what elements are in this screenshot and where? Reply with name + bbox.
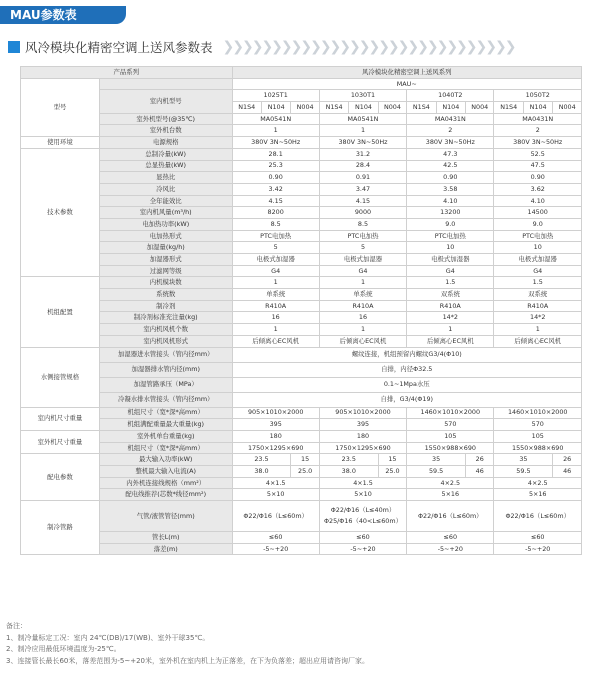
row-label: 气管/液管管径(mm) (99, 501, 232, 532)
table-row (21, 207, 582, 219)
table-row (21, 407, 582, 419)
table-cell: 后倾离心EC风机 (407, 335, 494, 347)
table-cell: 1550×988×690 (407, 442, 494, 454)
table-row (21, 265, 582, 277)
table-row (21, 148, 582, 160)
table-cell: 38.0 (319, 465, 378, 477)
table-cell: ≤60 (407, 532, 494, 544)
pipe-spec-line: Φ25/Φ16（40<L≤60m） (323, 517, 402, 525)
table-row (21, 289, 582, 301)
table-row (21, 335, 582, 347)
table-cell: 25.0 (291, 465, 319, 477)
table-row (21, 324, 582, 336)
table-cell: 8.5 (232, 218, 319, 230)
table-cell: 52.5 (494, 148, 582, 160)
table-cell: 自排，内径Φ32.5 (232, 362, 581, 377)
table-cell: 1 (407, 324, 494, 336)
table-row (21, 90, 582, 102)
table-row (21, 377, 582, 392)
table-cell: 42.5 (407, 160, 494, 172)
table-cell: 1.5 (407, 277, 494, 289)
table-cell: N1S4 (319, 102, 348, 114)
table-cell: 10 (494, 242, 582, 254)
table-row (21, 312, 582, 324)
parameter-table (20, 66, 582, 555)
category-label: 机组配置 (21, 277, 100, 347)
row-label: 室外机型号(@35℃) (99, 113, 232, 125)
row-label: 冷风比 (99, 183, 232, 195)
table-cell: 双系统 (494, 289, 582, 301)
table-cell: 1 (494, 324, 582, 336)
table-cell: MAU~ (232, 78, 581, 90)
table-row (21, 195, 582, 207)
table-cell: Φ22/Φ16（L≤60m） (494, 501, 582, 532)
table-cell: 5×16 (407, 489, 494, 501)
table-cell: 1.5 (494, 277, 582, 289)
table-cell: 1 (232, 324, 319, 336)
table-row (21, 230, 582, 242)
table-cell: 5 (232, 242, 319, 254)
row-label: 内机模块数 (99, 277, 232, 289)
row-label: 室外机单台重量(kg) (99, 430, 232, 442)
table-cell: R410A (232, 300, 319, 312)
table-cell: 59.5 (407, 465, 466, 477)
table-cell: 5×10 (319, 489, 406, 501)
table-cell: -5~+20 (494, 543, 582, 555)
table-row (21, 160, 582, 172)
table-cell: 46 (466, 465, 494, 477)
category-label: 技术参数 (21, 148, 100, 277)
row-label: 机组尺寸（宽*深*高mm） (99, 407, 232, 419)
table-cell: 1 (232, 277, 319, 289)
table-cell: 8.5 (319, 218, 406, 230)
pipe-spec-line: Φ22/Φ16（L≤40m） (330, 506, 396, 515)
table-row (21, 78, 582, 90)
table-cell: ≤60 (319, 532, 406, 544)
row-label: 制冷剂 (99, 300, 232, 312)
table-cell: -5~+20 (232, 543, 319, 555)
table-cell: 46 (553, 465, 582, 477)
note-line: 2、制冷应用最低环境温度为-25℃。 (6, 645, 121, 653)
table-cell: 35 (494, 454, 553, 466)
table-row (21, 454, 582, 466)
table-cell: 1025T1 (232, 90, 319, 102)
table-cell: 5×16 (494, 489, 582, 501)
table-cell: 180 (319, 430, 406, 442)
table-cell: 电极式加湿器 (232, 254, 319, 266)
table-cell: 单系统 (319, 289, 406, 301)
row-label: 总显热量(kW) (99, 160, 232, 172)
row-label: 室内机风机形式 (99, 335, 232, 347)
table-cell: 59.5 (494, 465, 553, 477)
table-cell: 14500 (494, 207, 582, 219)
table-cell: 15 (378, 454, 406, 466)
table-cell: 1750×1295×690 (232, 442, 319, 454)
table-cell: 16 (232, 312, 319, 324)
table-cell: N104 (261, 102, 290, 114)
table-cell: G4 (407, 265, 494, 277)
table-cell: 905×1010×2000 (232, 407, 319, 419)
table-cell: 0.90 (494, 172, 582, 184)
table-cell: 1460×1010×2000 (407, 407, 494, 419)
table-row (21, 125, 582, 137)
table-cell: 180 (232, 430, 319, 442)
table-cell: 5×10 (232, 489, 319, 501)
table-cell: 570 (407, 419, 494, 431)
table-cell: 4×1.5 (232, 477, 319, 489)
category-label: 室外机尺寸重量 (21, 430, 100, 453)
table-cell: 3.58 (407, 183, 494, 195)
table-row (21, 489, 582, 501)
table-cell: 自排，G3/4(Φ19) (232, 392, 581, 407)
table-cell: 3.42 (232, 183, 319, 195)
table-cell: ≤60 (232, 532, 319, 544)
table-cell: 570 (494, 419, 582, 431)
table-cell: 395 (319, 419, 406, 431)
table-cell: MA0431N (494, 113, 582, 125)
table-cell: 8200 (232, 207, 319, 219)
table-cell: N004 (553, 102, 582, 114)
row-label: 全年能效比 (99, 195, 232, 207)
table-cell: 10 (407, 242, 494, 254)
table-row (21, 242, 582, 254)
row-label: 室内机风量(m³/h) (99, 207, 232, 219)
table-cell: 14*2 (407, 312, 494, 324)
table-cell: 电极式加湿器 (494, 254, 582, 266)
table-cell: MA0431N (407, 113, 494, 125)
table-cell: 380V 3N~50Hz (407, 137, 494, 149)
table-cell: N104 (436, 102, 465, 114)
table-cell: 25.3 (232, 160, 319, 172)
table-cell: PTC电加热 (407, 230, 494, 242)
table-cell: 16 (319, 312, 406, 324)
table-cell: 3.47 (319, 183, 406, 195)
row-label: 管长L(m) (99, 532, 232, 544)
table-row (21, 465, 582, 477)
table-cell: N004 (378, 102, 406, 114)
table-cell: 电极式加湿器 (319, 254, 406, 266)
row-label: 产品系列 (21, 67, 233, 79)
table-cell: 1 (319, 277, 406, 289)
table-cell: 28.1 (232, 148, 319, 160)
table-cell: R410A (319, 300, 406, 312)
table-cell: 4×2.5 (494, 477, 582, 489)
table-cell: 380V 3N~50Hz (494, 137, 582, 149)
row-label: 电加热功率(kW) (99, 218, 232, 230)
pipe-spec-cell (319, 501, 406, 532)
table-cell: 4.10 (494, 195, 582, 207)
table-cell: 38.0 (232, 465, 291, 477)
table-row (21, 300, 582, 312)
table-cell: 1550×988×690 (494, 442, 582, 454)
table-row (21, 532, 582, 544)
category-label: 配电参数 (21, 454, 100, 501)
table-cell: Φ22/Φ16（L≤60m） (407, 501, 494, 532)
table-cell: N1S4 (494, 102, 523, 114)
note-line: 3、连接管长最长60米，落差范围为-5~+20米，室外机在室内机上为正落差，在下为负落差；超出应用请咨询厂家。 (6, 656, 369, 665)
table-cell: 风冷模块化精密空调上送风系列 (232, 67, 581, 79)
table-row (21, 362, 582, 377)
table-row (21, 442, 582, 454)
table-row (21, 430, 582, 442)
table-cell: MA0541N (319, 113, 406, 125)
table-row (21, 392, 582, 407)
table-cell: 单系统 (232, 289, 319, 301)
table-cell: 380V 3N~50Hz (232, 137, 319, 149)
category-label: 室内机尺寸重量 (21, 407, 100, 430)
category-label: 使用环境 (21, 137, 100, 149)
table-row (21, 477, 582, 489)
table-cell: 1750×1295×690 (319, 442, 406, 454)
table-cell: N104 (349, 102, 378, 114)
category-label: 制冷管路 (21, 501, 100, 555)
table-cell: 0.1~1Mpa水压 (232, 377, 581, 392)
table-cell: 9.0 (494, 218, 582, 230)
table-cell: PTC电加热 (319, 230, 406, 242)
table-cell: 电极式加湿器 (407, 254, 494, 266)
table-cell: 1050T2 (494, 90, 582, 102)
table-row (21, 67, 582, 79)
table-title-text: 风冷模块化精密空调上送风参数表 (25, 40, 213, 55)
table-row (21, 183, 582, 195)
table-cell: 28.4 (319, 160, 406, 172)
table-cell: 14*2 (494, 312, 582, 324)
table-cell: 9000 (319, 207, 406, 219)
table-cell: 1 (319, 125, 406, 137)
row-label: 电源规格 (99, 137, 232, 149)
table-cell: 13200 (407, 207, 494, 219)
notes-title: 备注： (6, 622, 27, 630)
table-cell: N004 (291, 102, 319, 114)
table-cell: 47.3 (407, 148, 494, 160)
table-cell: Φ22/Φ16（L≤60m） (232, 501, 319, 532)
square-bullet-icon (8, 41, 20, 53)
notes (6, 621, 369, 667)
table-cell: N1S4 (407, 102, 436, 114)
table-cell: 105 (407, 430, 494, 442)
table-cell: 4×1.5 (319, 477, 406, 489)
table-cell: 0.90 (407, 172, 494, 184)
row-label: 室内机风机个数 (99, 324, 232, 336)
table-row (21, 172, 582, 184)
table-cell: 1 (232, 125, 319, 137)
section-badge: MAU参数表 (0, 6, 126, 24)
table-cell: N1S4 (232, 102, 261, 114)
table-cell: 4×2.5 (407, 477, 494, 489)
row-label: 加湿管路承压（MPa） (99, 377, 232, 392)
row-label: 加湿器形式 (99, 254, 232, 266)
row-label: 整机最大输入电流(A) (99, 465, 232, 477)
table-cell: 15 (291, 454, 319, 466)
row-label: 室内机型号 (99, 90, 232, 113)
table-row (21, 218, 582, 230)
table-cell: 1040T2 (407, 90, 494, 102)
table-cell: 2 (494, 125, 582, 137)
table-row (21, 254, 582, 266)
row-label: 冷凝水排水管接头（管内径mm） (99, 392, 232, 407)
table-cell: R410A (494, 300, 582, 312)
table-cell: 后倾离心EC风机 (232, 335, 319, 347)
row-label: 机组尺寸（宽*深*高mm） (99, 442, 232, 454)
row-label: 电加热形式 (99, 230, 232, 242)
table-cell: G4 (319, 265, 406, 277)
table-cell: N104 (523, 102, 552, 114)
row-label: 过滤网等级 (99, 265, 232, 277)
row-label: 系统数 (99, 289, 232, 301)
table-cell: 后倾离心EC风机 (494, 335, 582, 347)
row-label: 配电线推荐(芯数*线径mm²) (99, 489, 232, 501)
table-cell: PTC电加热 (232, 230, 319, 242)
row-label: 显热比 (99, 172, 232, 184)
table-cell: MA0541N (232, 113, 319, 125)
row-label: 总制冷量(kW) (99, 148, 232, 160)
table-cell: 4.10 (407, 195, 494, 207)
table-cell: 35 (407, 454, 466, 466)
table-cell: 23.5 (319, 454, 378, 466)
table-row (21, 543, 582, 555)
row-label: 制冷剂标准充注量(kg) (99, 312, 232, 324)
table-cell: ≤60 (494, 532, 582, 544)
row-label: 最大输入功率(kW) (99, 454, 232, 466)
table-cell: N004 (466, 102, 494, 114)
table-cell: 螺纹连接，机组预留内螺纹G3/4(Φ10) (232, 347, 581, 362)
note-line: 1、制冷量标定工况：室内 24℃(DB)/17(WB)、室外干球35℃。 (6, 633, 210, 642)
table-row (21, 347, 582, 362)
table-cell: 31.2 (319, 148, 406, 160)
table-cell: 47.5 (494, 160, 582, 172)
chevron-decoration-icon: ❯❯❯❯❯❯❯❯❯❯❯❯❯❯❯❯❯❯❯❯❯❯❯❯❯❯❯❯❯❯ (222, 39, 515, 55)
table-title (8, 38, 590, 56)
row-label (99, 78, 232, 90)
row-label: 加湿量(kg/h) (99, 242, 232, 254)
table-cell: 25.0 (378, 465, 406, 477)
category-label: 水侧接管规格 (21, 347, 100, 407)
row-label: 落差(m) (99, 543, 232, 555)
row-label: 内外机连接线规格（mm²） (99, 477, 232, 489)
table-cell: 26 (466, 454, 494, 466)
table-cell: 9.0 (407, 218, 494, 230)
table-cell: 23.5 (232, 454, 291, 466)
table-cell: 2 (407, 125, 494, 137)
table-cell: 双系统 (407, 289, 494, 301)
table-cell: 5 (319, 242, 406, 254)
table-cell: -5~+20 (319, 543, 406, 555)
table-cell: G4 (232, 265, 319, 277)
table-cell: R410A (407, 300, 494, 312)
table-cell: 0.91 (319, 172, 406, 184)
table-cell: 395 (232, 419, 319, 431)
table-row (21, 113, 582, 125)
table-row (21, 277, 582, 289)
category-label: 型号 (21, 78, 100, 136)
table-cell: 0.90 (232, 172, 319, 184)
table-cell: -5~+20 (407, 543, 494, 555)
row-label: 室外机台数 (99, 125, 232, 137)
table-cell: G4 (494, 265, 582, 277)
table-cell: 26 (553, 454, 582, 466)
row-label: 加湿器进水管接头（管内径mm） (99, 347, 232, 362)
table-cell: 后倾离心EC风机 (319, 335, 406, 347)
table-cell: 1030T1 (319, 90, 406, 102)
table-cell: 4.15 (319, 195, 406, 207)
table-cell: 1460×1010×2000 (494, 407, 582, 419)
table-cell: 1 (319, 324, 406, 336)
table-cell: 105 (494, 430, 582, 442)
table-row (21, 419, 582, 431)
table-cell: 3.62 (494, 183, 582, 195)
table-cell: PTC电加热 (494, 230, 582, 242)
table-cell: 380V 3N~50Hz (319, 137, 406, 149)
row-label: 加湿器排水管内径(mm) (99, 362, 232, 377)
row-label: 机组满配重量最大重量(kg) (99, 419, 232, 431)
table-row (21, 501, 582, 532)
table-row (21, 137, 582, 149)
table-cell: 4.15 (232, 195, 319, 207)
table-cell: 905×1010×2000 (319, 407, 406, 419)
